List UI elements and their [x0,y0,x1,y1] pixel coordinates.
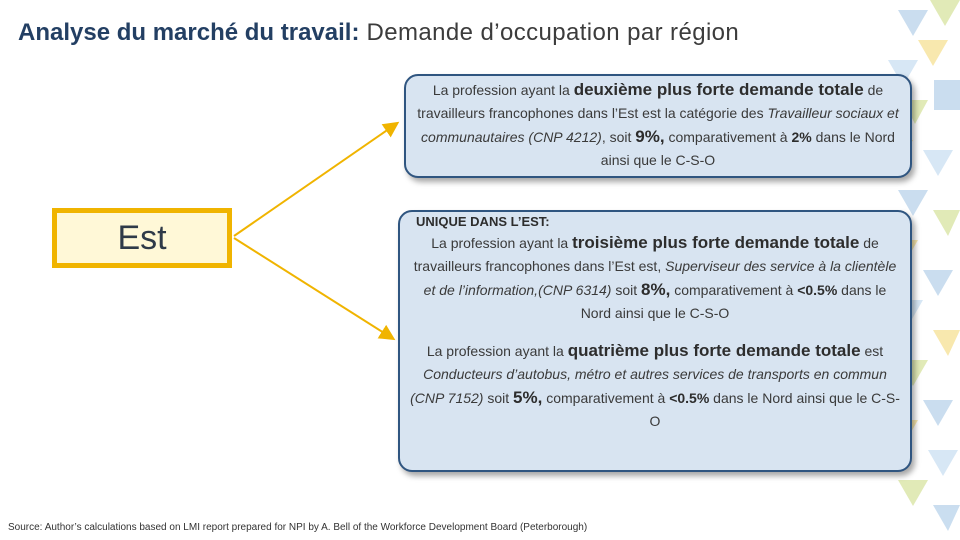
card2-p2-text-3: soit [487,390,510,406]
card-second-demand [404,74,912,178]
card2-paragraph-1 [410,231,900,325]
card2-p1-text-2: de travailleurs francophones dans l’Est est, [413,235,879,274]
card2-p2-percent: 5%, [513,388,543,407]
card1-text-4: comparativement à [668,129,788,145]
card1-percent: 9%, [635,127,665,146]
card1-rank: deuxième plus forte demande totale [573,80,864,99]
arrow-to-card1 [234,124,396,236]
card2-p2-text-2: est [864,343,884,359]
card2-p1-text-5: dans le Nord ainsi que le C-S-O [580,282,887,321]
region-label: Est [117,218,167,257]
title-rest: Demande d’occupation par région [366,19,740,46]
card1-percent-nord: 2% [791,129,812,145]
card2-p2-rank: quatrième plus forte demande totale [567,341,861,360]
card2-p2-text-5: dans le Nord ainsi que le C-S-O [649,390,900,429]
card2-p1-percent: 8%, [641,280,671,299]
card1-text-1: La profession ayant la [432,82,570,98]
card2-p2-percent-nord: <0.5% [669,390,710,406]
card2-p1-text-1: La profession ayant la [431,235,569,251]
card-unique-est [398,210,912,472]
card1-occupation: Travailleur sociaux et communautaires (CNP 4212) [421,105,899,145]
card2-p1-text-4: comparativement à [674,282,794,298]
card2-p2-occupation: Conducteurs d’autobus, métro et autres services de transports en commun (CNP 7152) [410,366,887,406]
card1-text-2: de travailleurs francophones dans l’Est est la catégorie des [417,82,884,121]
card1-text-3: , soit [601,129,632,145]
card2-p1-rank: troisième plus forte demande totale [572,233,860,252]
region-box [52,208,232,268]
title-strong: Analyse du marché du travail: [18,19,360,46]
card2-header: UNIQUE DANS L’EST: [416,214,550,229]
card2-p1-occupation: Superviseur des service à la clientèle et de l’information,(CNP 6314) [423,258,897,298]
card2-paragraph-2 [410,339,900,433]
card2-p2-text-1: La profession ayant la [426,343,564,359]
arrow-to-card2 [234,238,392,338]
card2-p1-text-3: soit [615,282,638,298]
card2-p1-percent-nord: <0.5% [797,282,838,298]
page-title [18,16,898,49]
card1-text-5: dans le Nord ainsi que le C-S-O [600,129,895,168]
card2-p2-text-4: comparativement à [546,390,666,406]
source-note: Source: Author’s calculations based on LMI report prepared for NPI by A. Bell of the Workforce Development Board (Peterborough) [8,522,588,533]
